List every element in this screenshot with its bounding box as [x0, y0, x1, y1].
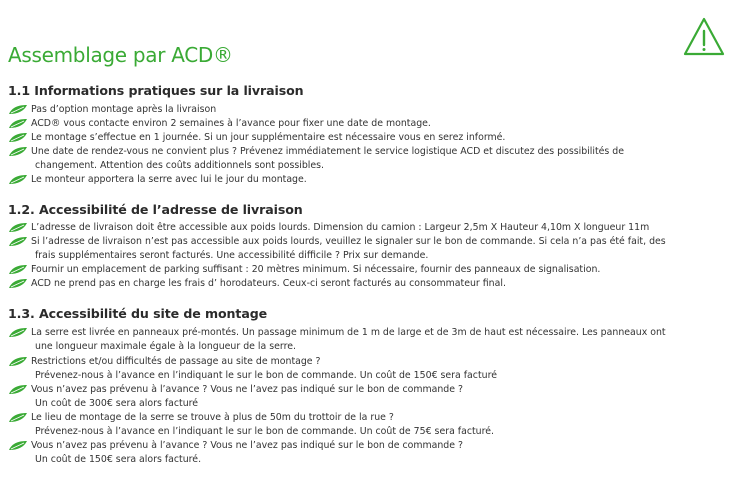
item-text: Vous n’avez pas prévenu à l’avance ? Vous ne l’avez pas indiqué sur le bon de commande ?	[31, 384, 463, 395]
item-text: Le montage s’effectue en 1 journée. Si un jour supplémentaire est nécessaire vous en serez informé.	[31, 132, 506, 143]
section-title: 1.3. Accessibilité du site de montage	[8, 306, 268, 321]
item-text: Une date de rendez-vous ne convient plus ? Prévenez immédiatement le service logistique ACD et discutez des possibilités de	[31, 146, 625, 157]
list-item	[8, 263, 748, 277]
page-title: Assemblage par ACD®	[8, 43, 233, 67]
green-leaf-bullet-icon	[8, 132, 28, 143]
green-leaf-bullet-icon	[8, 412, 28, 423]
green-leaf-bullet-icon	[8, 384, 28, 395]
green-leaf-bullet-icon	[8, 118, 28, 129]
item-text: Le monteur apportera la serre avec lui le jour du montage.	[31, 174, 307, 185]
list-item	[8, 326, 748, 353]
warning-triangle-icon	[682, 16, 726, 58]
item-text-continued: Prévenez-nous à l’avance en l’indiquant le sur le bon de commande. Un coût de 150€ sera facturé	[35, 369, 497, 381]
item-text-continued: changement. Attention des coûts additionnels sont possibles.	[35, 159, 325, 171]
item-text-continued: une longueur maximale égale à la longueur de la serre.	[35, 340, 296, 352]
list-item	[8, 117, 748, 131]
list-item	[8, 103, 748, 117]
list-item	[8, 383, 748, 410]
item-text-continued: Un coût de 300€ sera alors facturé	[35, 397, 199, 409]
green-leaf-bullet-icon	[8, 278, 28, 289]
section-title: 1.1 Informations pratiques sur la livraison	[8, 83, 304, 98]
list-item	[8, 235, 748, 262]
green-leaf-bullet-icon	[8, 174, 28, 185]
item-text: Si l’adresse de livraison n’est pas accessible aux poids lourds, veuillez le signaler sur le bon de commande. Si cela n’a pas été fait, des	[31, 236, 666, 247]
item-text-continued: Prévenez-nous à l’avance en l’indiquant le sur le bon de commande. Un coût de 75€ sera facturé.	[35, 425, 495, 437]
list-item	[8, 173, 748, 187]
item-text-continued: frais supplémentaires seront facturés. Une accessibilité difficile ? Prix sur demande.	[35, 249, 429, 261]
green-leaf-bullet-icon	[8, 327, 28, 338]
green-leaf-bullet-icon	[8, 356, 28, 367]
item-text-continued: Un coût de 150€ sera alors facturé.	[35, 453, 202, 465]
item-text: Vous n’avez pas prévenu à l’avance ? Vous ne l’avez pas indiqué sur le bon de commande ?	[31, 440, 463, 451]
item-text: ACD® vous contacte environ 2 semaines à l’avance pour fixer une date de montage.	[31, 118, 431, 129]
green-leaf-bullet-icon	[8, 146, 28, 157]
item-text: Le lieu de montage de la serre se trouve à plus de 50m du trottoir de la rue ?	[31, 412, 394, 423]
list-item	[8, 145, 748, 172]
green-leaf-bullet-icon	[8, 104, 28, 115]
item-text: Restrictions et/ou difficultés de passage au site de montage ?	[31, 356, 321, 367]
list-item	[8, 277, 748, 291]
green-leaf-bullet-icon	[8, 440, 28, 451]
item-text: ACD ne prend pas en charge les frais d’ horodateurs. Ceux-ci seront facturés au consommateur final.	[31, 278, 506, 289]
list-item	[8, 411, 748, 438]
item-text: Pas d’option montage après la livraison	[31, 104, 217, 115]
list-item	[8, 221, 748, 235]
green-leaf-bullet-icon	[8, 222, 28, 233]
list-item	[8, 131, 748, 145]
item-text: L’adresse de livraison doit être accessible aux poids lourds. Dimension du camion : Largeur 2,5m X Hauteur 4,10m X longueur 11m	[31, 222, 650, 233]
green-leaf-bullet-icon	[8, 236, 28, 247]
section-title: 1.2. Accessibilité de l’adresse de livraison	[8, 202, 303, 217]
item-text: Fournir un emplacement de parking suffisant : 20 mètres minimum. Si nécessaire, fournir des panneaux de signalisation.	[31, 264, 601, 275]
list-item	[8, 355, 748, 382]
item-text: La serre est livrée en panneaux pré-montés. Un passage minimum de 1 m de large et de 3m de haut est nécessaire. Les panneaux ont	[31, 327, 666, 338]
list-item	[8, 439, 748, 466]
green-leaf-bullet-icon	[8, 264, 28, 275]
